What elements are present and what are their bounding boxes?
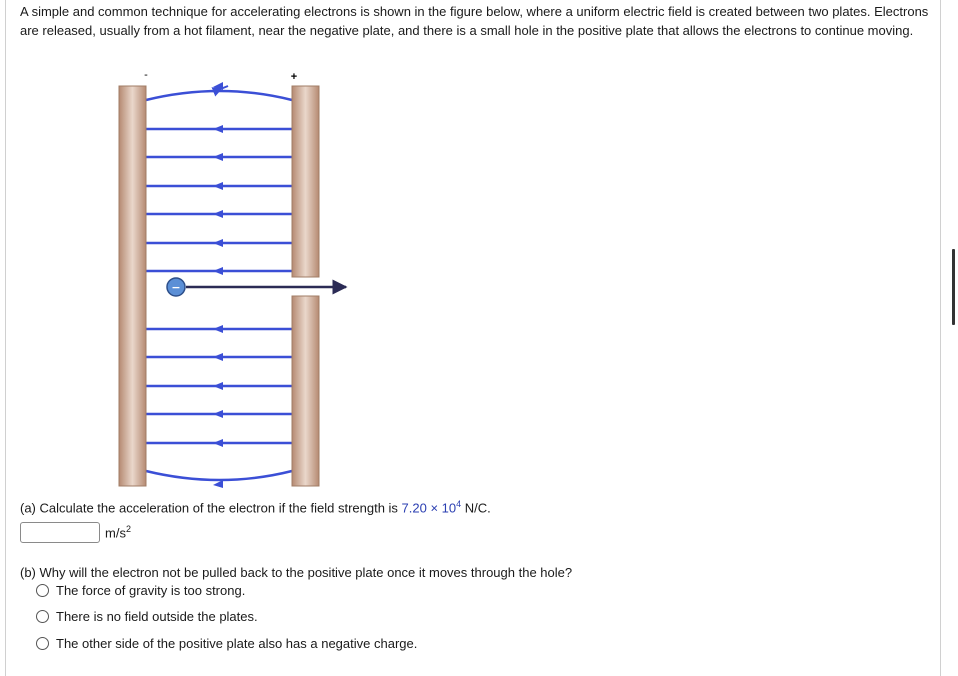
unit-exponent: 2 — [125, 524, 131, 535]
radio-button[interactable] — [36, 584, 49, 597]
acceleration-input[interactable] — [20, 522, 100, 543]
option-negative-charge[interactable] — [36, 636, 417, 651]
part-b-question: (b) Why will the electron not be pulled back to the positive plate once it moves through the hole? — [20, 565, 573, 580]
part-a-answer-row — [20, 522, 131, 543]
positive-plate-bottom — [292, 296, 319, 486]
radio-button[interactable] — [36, 637, 49, 650]
scrollbar-thumb[interactable] — [952, 249, 955, 325]
positive-plate-label: + — [290, 71, 298, 83]
positive-plate-top — [292, 86, 319, 277]
capacitor-figure — [110, 62, 360, 492]
part-a-prefix: (a) Calculate the acceleration of the electron if the field strength is — [20, 500, 402, 516]
bottom-fringe-field-line — [146, 471, 292, 480]
electron-symbol: − — [171, 281, 181, 294]
field-arrowheads — [213, 82, 223, 488]
unit-base: m/s — [105, 525, 126, 541]
field-strength-exponent: 4 — [456, 499, 462, 509]
part-a-suffix: N/C. — [461, 500, 491, 516]
option-label: There is no field outside the plates. — [56, 609, 258, 624]
option-label: The force of gravity is too strong. — [56, 583, 246, 598]
option-gravity[interactable] — [36, 583, 245, 598]
negative-plate-label: - — [144, 69, 148, 81]
radio-button[interactable] — [36, 610, 49, 623]
acceleration-unit — [105, 524, 131, 540]
field-strength-value: 7.20 × 10 — [401, 500, 457, 516]
option-no-field[interactable] — [36, 609, 258, 624]
negative-plate — [119, 86, 146, 486]
top-fringe-field-line — [146, 91, 292, 100]
option-label: The other side of the positive plate also has a negative charge. — [56, 636, 418, 651]
part-a-question — [20, 499, 491, 515]
problem-intro: A simple and common technique for accelerating electrons is shown in the figure below, where a uniform electric field is created between two plates. Electrons are released, usually from a hot filament, near the negative plate, and there is a small hole in the positive plate that allows the electrons to continue moving. — [20, 4, 929, 38]
